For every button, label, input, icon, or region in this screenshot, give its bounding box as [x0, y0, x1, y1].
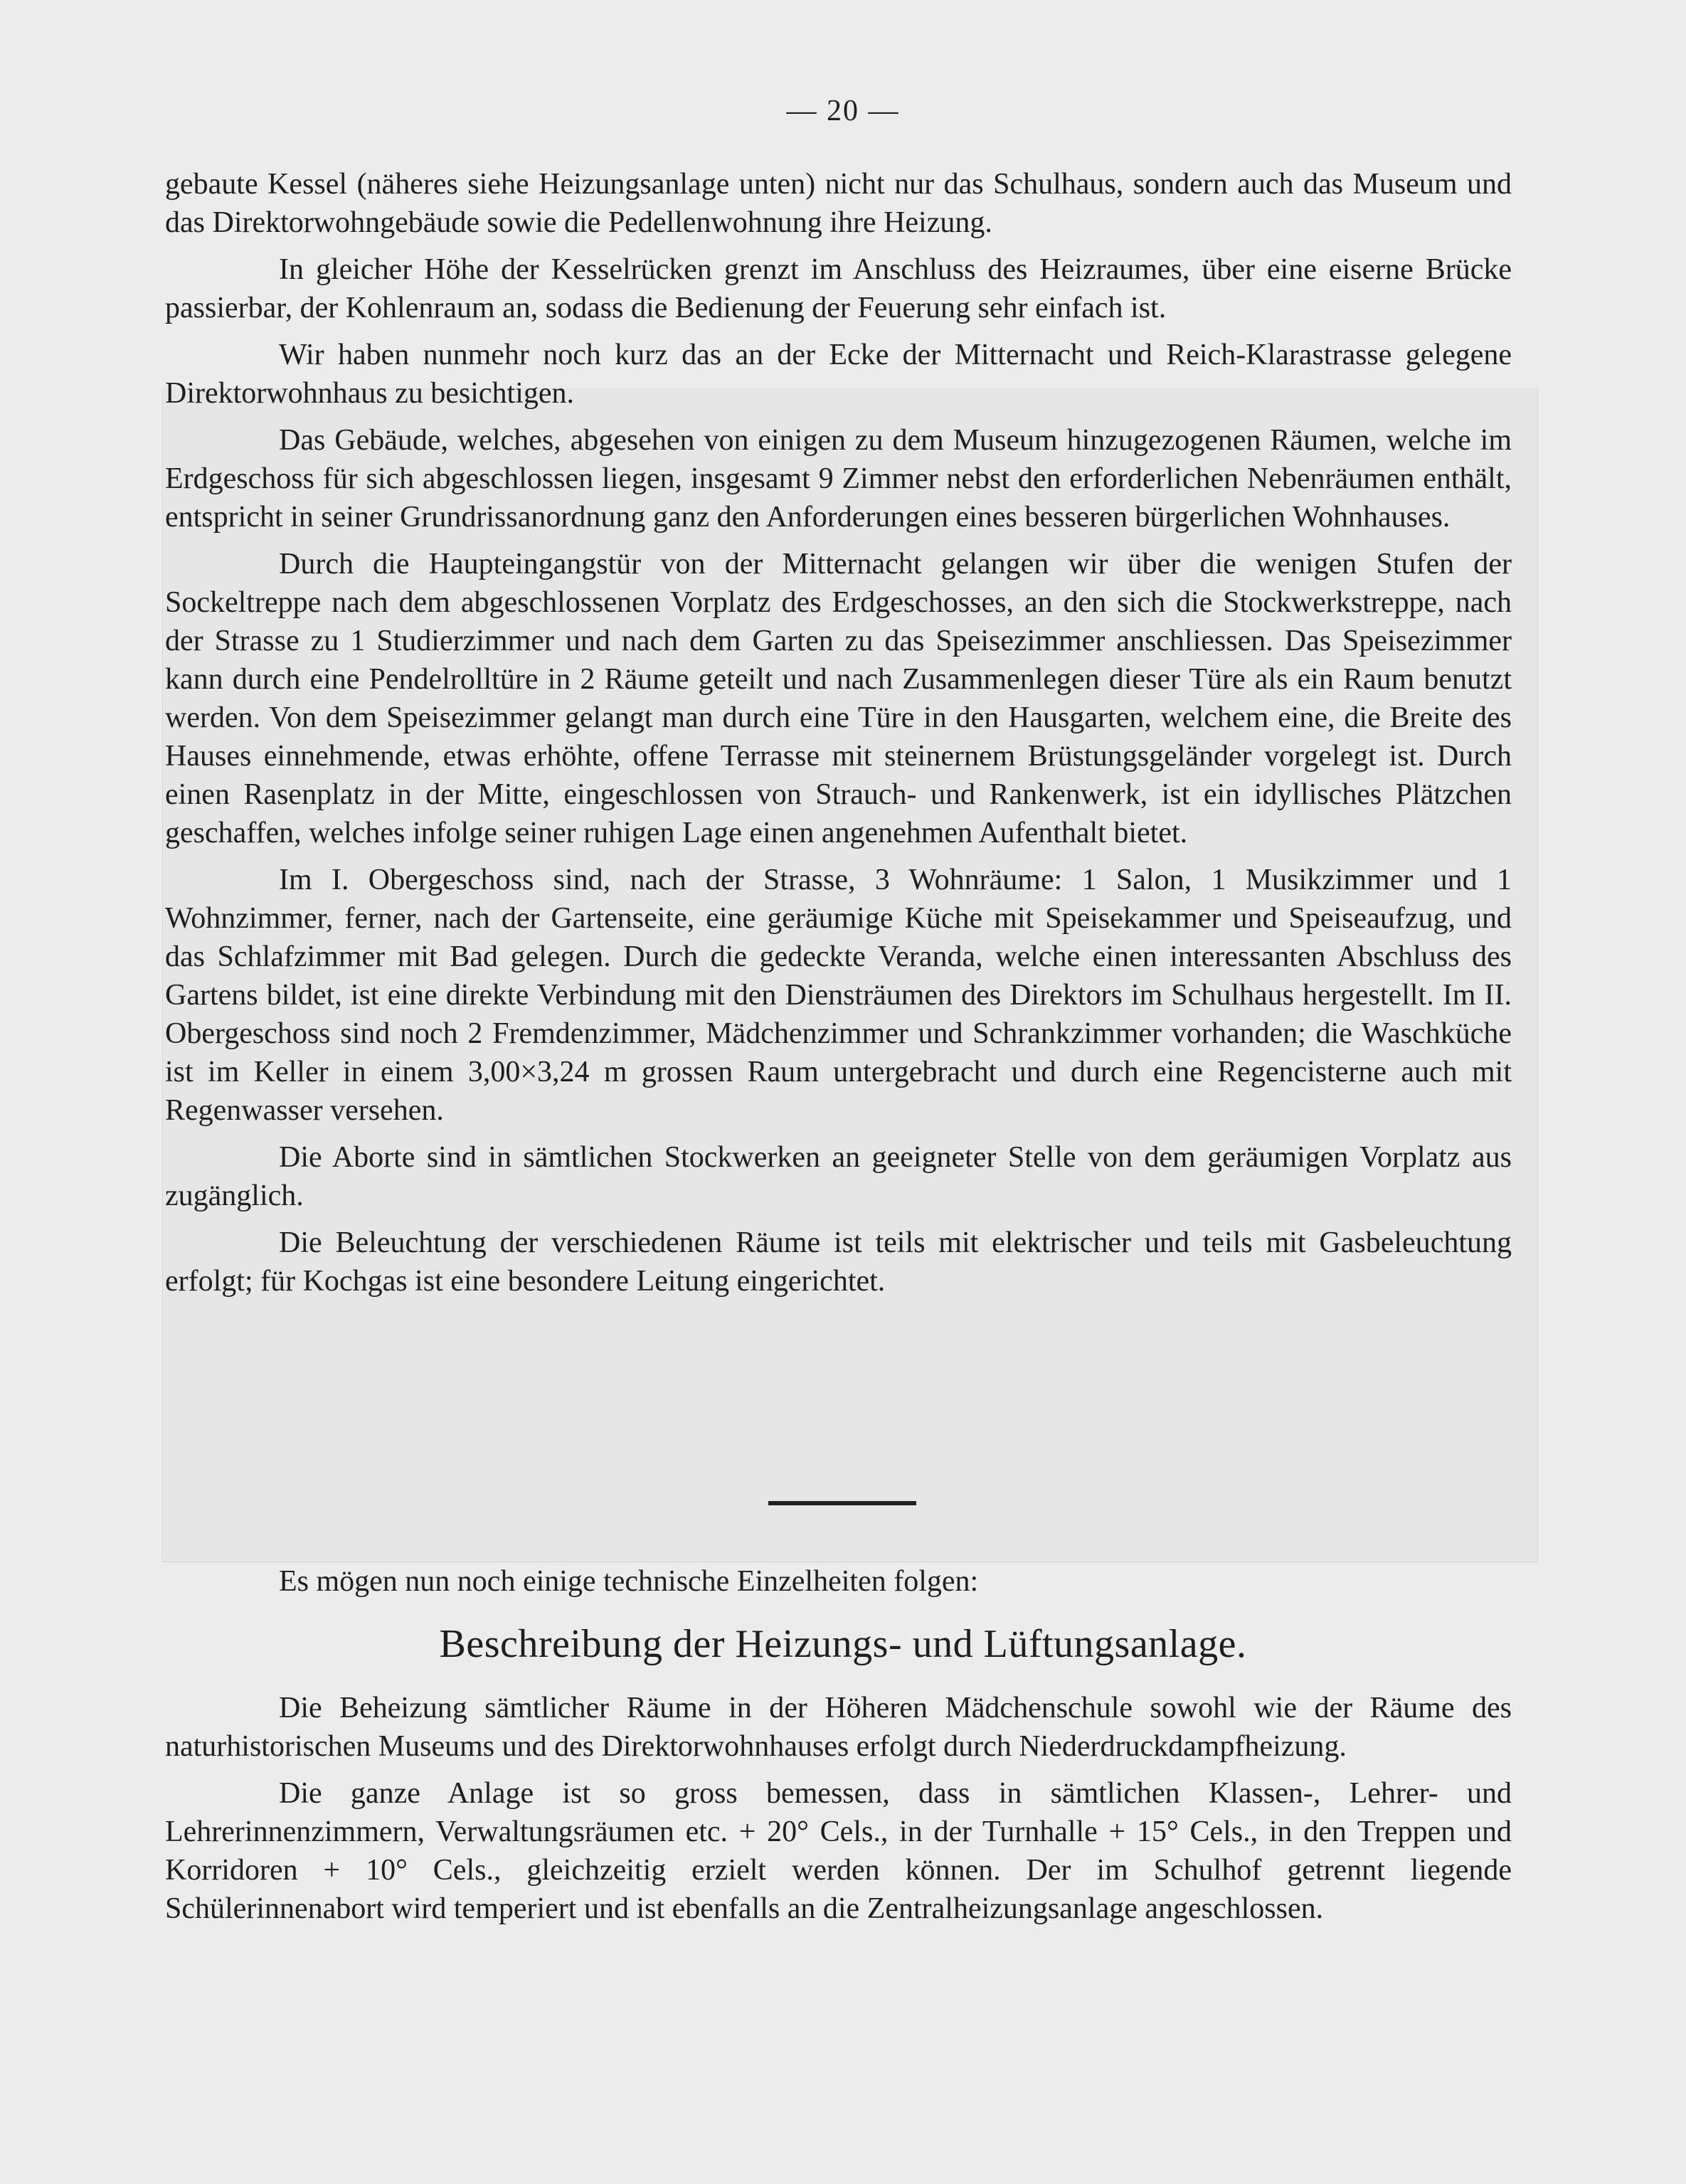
paragraph: Die Beleuchtung der verschiedenen Räume ist teils mit elektrischer und teils mit Gasbeleuchtung erfolgt; für Kochgas ist eine besondere Leitung eingerichtet.	[165, 1226, 1512, 1298]
lower-text-block	[165, 1689, 1512, 1928]
section-heading: Beschreibung der Heizungs- und Lüftungsanlage.	[439, 1622, 1247, 1666]
paragraph: Die Beheizung sämtlicher Räume in der Höheren Mädchenschule sowohl wie der Räume des naturhistorischen Museums und des Direktorwohnhauses erfolgt durch Niederdruckdampfheizung.	[165, 1692, 1512, 1763]
section-divider-rule	[768, 1501, 916, 1505]
intro-line: Es mögen nun noch einige technische Einzelheiten folgen:	[279, 1565, 979, 1598]
upper-text-block	[165, 165, 1512, 1300]
paragraph: In gleicher Höhe der Kesselrücken grenzt im Anschluss des Heizraumes, über eine eiserne Brücke passierbar, der Kohlenraum an, sodass die Bedienung der Feuerung sehr einfach ist.	[165, 253, 1512, 324]
paragraph: Durch die Haupteingangstür von der Mitternacht gelangen wir über die wenigen Stufen der Sockeltreppe nach dem abgeschlossenen Vorplatz des Erdgeschosses, an den sich die Stockwerkstreppe, nach der Strasse zu 1 Studierzimmer und nach dem Garten zu das Speisezimmer anschliessen. Das Speisezimmer kann durch eine Pendelrolltüre in 2 Räume geteilt und nach Zusammenlegen dieser Türe als ein Raum benutzt werden. Von dem Speisezimmer gelangt man durch eine Türe in den Hausgarten, welchem eine, die Breite des Hauses einnehmende, etwas erhöhte, offene Terrasse mit steinernem Brüstungsgeländer vorgelegt ist. Durch einen Rasenplatz in der Mitte, eingeschlossen von Strauch- und Rankenwerk, ist ein idyllisches Plätzchen geschaffen, welches infolge seiner ruhigen Lage einen angenehmen Aufenthalt bietet.	[165, 548, 1512, 849]
paragraph: gebaute Kessel (näheres siehe Heizungsanlage unten) nicht nur das Schulhaus, sondern auch das Museum und das Direktorwohngebäude sowie die Pedellenwohnung ihre Heizung.	[165, 168, 1512, 239]
page-number: — 20 —	[786, 95, 900, 127]
paragraph: Das Gebäude, welches, abgesehen von einigen zu dem Museum hinzugezogenen Räumen, welche im Erdgeschoss für sich abgeschlossen liegen, insgesamt 9 Zimmer nebst den erforderlichen Nebenräumen enthält, entspricht in seiner Grundrissanordnung ganz den Anforderungen eines besseren bürgerlichen Wohnhauses.	[165, 424, 1512, 534]
paragraph: Die ganze Anlage ist so gross bemessen, dass in sämtlichen Klassen-, Lehrer- und Lehrerinnenzimmern, Verwaltungsräumen etc. + 20° Cels., in der Turnhalle + 15° Cels., in den Treppen und Korridoren + 10° Cels., gleichzeitig erzielt werden können. Der im Schulhof getrennt liegende Schülerinnenabort wird temperiert und ist ebenfalls an die Zentralheizungsanlage angeschlossen.	[165, 1777, 1512, 1925]
paragraph: Wir haben nunmehr noch kurz das an der Ecke der Mitternacht und Reich-Klarastrasse gelegene Direktorwohnhaus zu besichtigen.	[165, 339, 1512, 410]
paragraph: Im I. Obergeschoss sind, nach der Strasse, 3 Wohnräume: 1 Salon, 1 Musikzimmer und 1 Wohnzimmer, ferner, nach der Gartenseite, eine geräumige Küche mit Speisekammer und Speiseaufzug, und das Schlafzimmer mit Bad gelegen. Durch die gedeckte Veranda, welche einen interessanten Abschluss des Gartens bildet, ist eine direkte Verbindung mit den Diensträumen des Direktors im Schulhaus hergestellt. Im II. Obergeschoss sind noch 2 Fremdenzimmer, Mädchenzimmer und Schrankzimmer vorhanden; die Waschküche ist im Keller in einem 3,00×3,24 m grossen Raum untergebracht und durch eine Regencisterne auch mit Regenwasser versehen.	[165, 864, 1512, 1127]
paragraph: Die Aborte sind in sämtlichen Stockwerken an geeigneter Stelle von dem geräumigen Vorplatz aus zugänglich.	[165, 1141, 1512, 1212]
